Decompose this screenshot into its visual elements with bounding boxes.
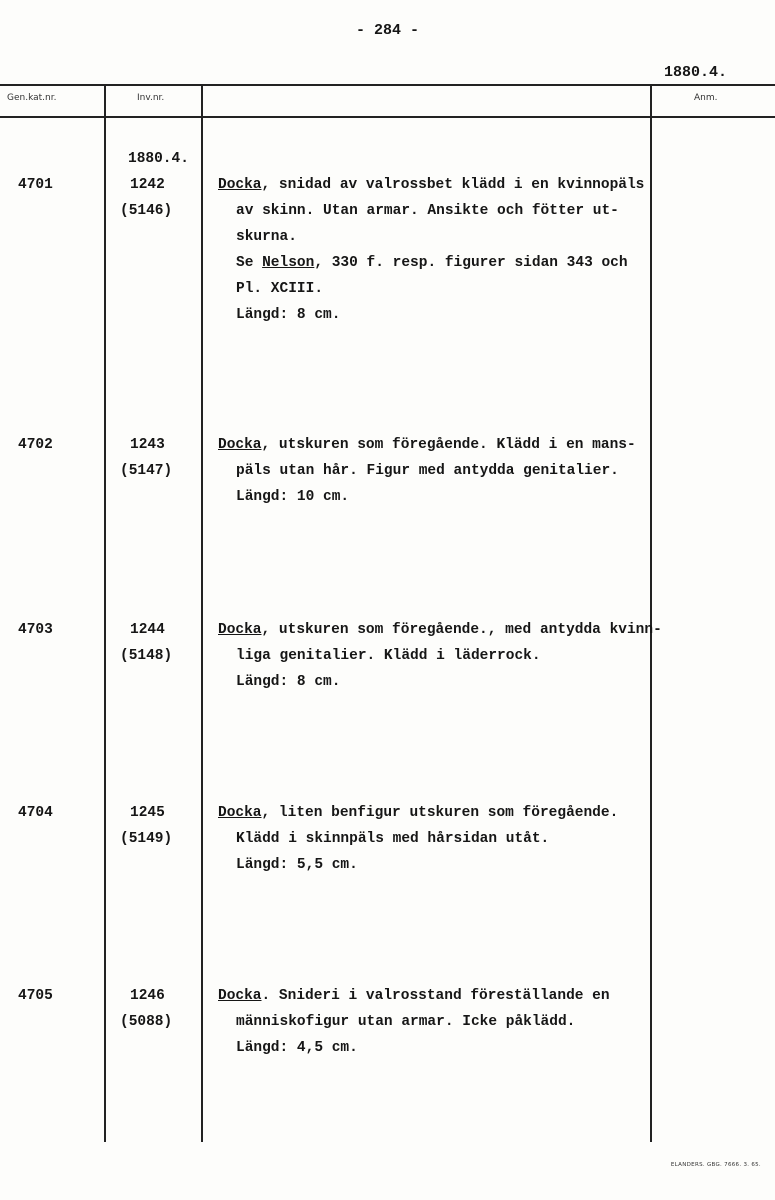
length-line: Längd: 8 cm. [236,307,341,323]
description-line: liga genitalier. Klädd i läderrock. [236,648,541,664]
gen-kat-nr: 4704 [18,805,53,821]
entry-description [218,617,662,695]
description-text: . Snideri i valrosstand föreställande en [261,988,610,1004]
accession-year: 1880.4. [128,151,189,167]
printer-imprint: ELANDERS. GBG. 7666. 3. 65. [670,1162,761,1168]
description-text: , utskuren som föregående., med antydda kvinn- [261,622,662,638]
object-keyword: Docka [218,177,262,193]
length-line: Längd: 4,5 cm. [236,1040,358,1056]
page-number: - 284 - [355,22,419,39]
column-header-anm: Anm. [694,93,718,103]
description-line [218,432,636,458]
description-line: av skinn. Utan armar. Ansikte och fötter ut- [236,203,619,219]
table-top-rule [0,84,775,86]
reference-line [218,250,644,276]
entry-description [218,983,610,1061]
gen-kat-nr: 4703 [18,622,53,638]
description-line [218,800,618,826]
description-line [218,983,610,1009]
object-keyword: Docka [218,622,262,638]
old-number: (5146) [120,203,173,219]
description-line [218,172,644,198]
entry-description [218,800,618,878]
column-header-inv-nr: Inv.nr. [137,93,165,103]
inv-nr: 1245 [130,805,165,821]
length-line: Längd: 10 cm. [236,489,350,505]
inv-nr: 1246 [130,988,165,1004]
reference-author: Nelson [262,255,315,271]
old-number: (5147) [120,463,173,479]
reference-prefix: Se [236,255,263,271]
description-text: , snidad av valrossbet klädd i en kvinnopäls [261,177,645,193]
entry-description [218,432,636,510]
description-line: människofigur utan armar. Icke påklädd. [236,1014,576,1030]
column-header-gen-kat-nr: Gen.kat.nr. [7,93,57,103]
object-keyword: Docka [218,988,262,1004]
length-line: Längd: 5,5 cm. [236,857,358,873]
entry-description [218,172,644,328]
old-number: (5149) [120,831,173,847]
length-line: Längd: 8 cm. [236,674,341,690]
table-header-rule [0,116,775,118]
inv-nr: 1243 [130,437,165,453]
description-line [218,617,662,643]
column-rule-2 [201,84,203,1142]
object-keyword: Docka [218,437,262,453]
description-text: , liten benfigur utskuren som föregående. [261,805,619,821]
column-rule-1 [104,84,106,1142]
description-line: päls utan hår. Figur med antydda genitalier. [236,463,619,479]
inv-nr: 1244 [130,622,165,638]
object-keyword: Docka [218,805,262,821]
reference-line: Pl. XCIII. [236,281,324,297]
gen-kat-nr: 4701 [18,177,53,193]
description-line: skurna. [236,229,297,245]
year-header: 1880.4. [664,64,728,81]
gen-kat-nr: 4702 [18,437,53,453]
old-number: (5148) [120,648,173,664]
reference-text: , 330 f. resp. figurer sidan 343 och [314,255,628,271]
inv-nr: 1242 [130,177,165,193]
column-rule-3 [650,84,652,1142]
description-text: , utskuren som föregående. Klädd i en mans- [261,437,636,453]
old-number: (5088) [120,1014,173,1030]
gen-kat-nr: 4705 [18,988,53,1004]
description-line: Klädd i skinnpäls med hårsidan utåt. [236,831,550,847]
